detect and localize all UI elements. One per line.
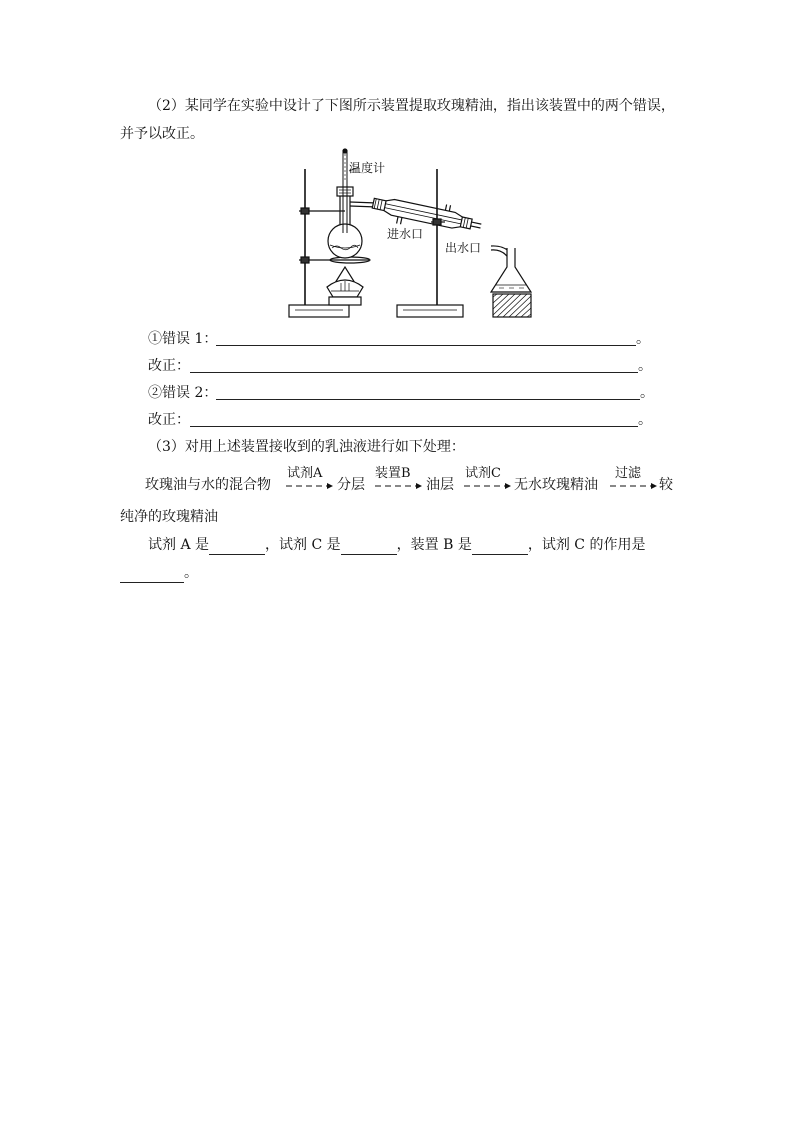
reagent-c-purpose-blank[interactable] <box>120 568 184 583</box>
outlet-pipe <box>445 204 446 210</box>
fix-1-end: 。 <box>638 358 652 374</box>
flow-arrow-1 <box>285 482 335 490</box>
fix-2-label: 改正： <box>148 412 190 428</box>
flow-arrow-2 <box>374 482 424 490</box>
flow-step-1-label: 试剂A <box>287 466 323 481</box>
flow-step-2-label: 装置B <box>375 466 411 481</box>
fix-2-end: 。 <box>638 412 652 428</box>
reagent-a-blank[interactable] <box>209 540 265 555</box>
reagent-c-blank[interactable] <box>341 540 397 555</box>
fill-part-2: ，试剂 C 是 <box>265 537 341 553</box>
flow-step-4-label: 过滤 <box>615 466 642 481</box>
fill-part-4: ，试剂 C 的作用是 <box>527 537 646 553</box>
fix-2-blank[interactable] <box>190 426 638 427</box>
distillation-apparatus-figure <box>285 147 540 322</box>
flow-step-2-result: 油层 <box>426 477 454 493</box>
error-1-blank[interactable] <box>216 345 636 346</box>
inlet-pipe <box>397 217 398 224</box>
question-2-line-2: 并予以改正。 <box>120 126 204 142</box>
middle-stand-base <box>397 305 463 317</box>
flow-step-4-result: 较 <box>659 477 673 493</box>
flow-step-3-label: 试剂C <box>465 466 501 481</box>
round-bottom-flask <box>328 224 362 258</box>
fill-in-line-2 <box>120 563 198 583</box>
flow-continuation: 纯净的玫瑰精油 <box>120 509 218 525</box>
question-2-line-1: （2）某同学在实验中设计了下图所示装置提取玫瑰精油，指出该装置中的两个错误， <box>148 98 675 114</box>
error-1-label: ①错误 1： <box>148 331 218 347</box>
fill-in-line <box>148 535 645 555</box>
flow-arrow-3 <box>463 482 513 490</box>
error-2-blank[interactable] <box>216 399 640 400</box>
fix-1-blank[interactable] <box>190 372 638 373</box>
water-inlet-label: 进水口 <box>387 227 424 241</box>
fill-part-1: 试剂 A 是 <box>148 537 210 553</box>
flow-step-3-result: 无水玫瑰精油 <box>514 477 598 493</box>
error-2-end: 。 <box>640 385 654 401</box>
fill-end: 。 <box>184 565 198 581</box>
thermometer-label: 温度计 <box>349 161 386 175</box>
water-outlet-label: 出水口 <box>445 241 482 255</box>
flow-arrow-4 <box>609 482 659 490</box>
question-3-intro: （3）对用上述装置接收到的乳浊液进行如下处理： <box>148 439 465 455</box>
process-flow <box>145 462 685 498</box>
left-stand-base <box>289 305 349 317</box>
error-2-label: ②错误 2： <box>148 385 218 401</box>
device-b-blank[interactable] <box>472 540 528 555</box>
flow-start: 玫瑰油与水的混合物 <box>145 477 271 493</box>
fix-1-label: 改正： <box>148 358 190 374</box>
fill-part-3: ，装置 B 是 <box>396 537 472 553</box>
error-1-end: 。 <box>636 331 650 347</box>
flow-step-1-result: 分层 <box>337 477 365 493</box>
